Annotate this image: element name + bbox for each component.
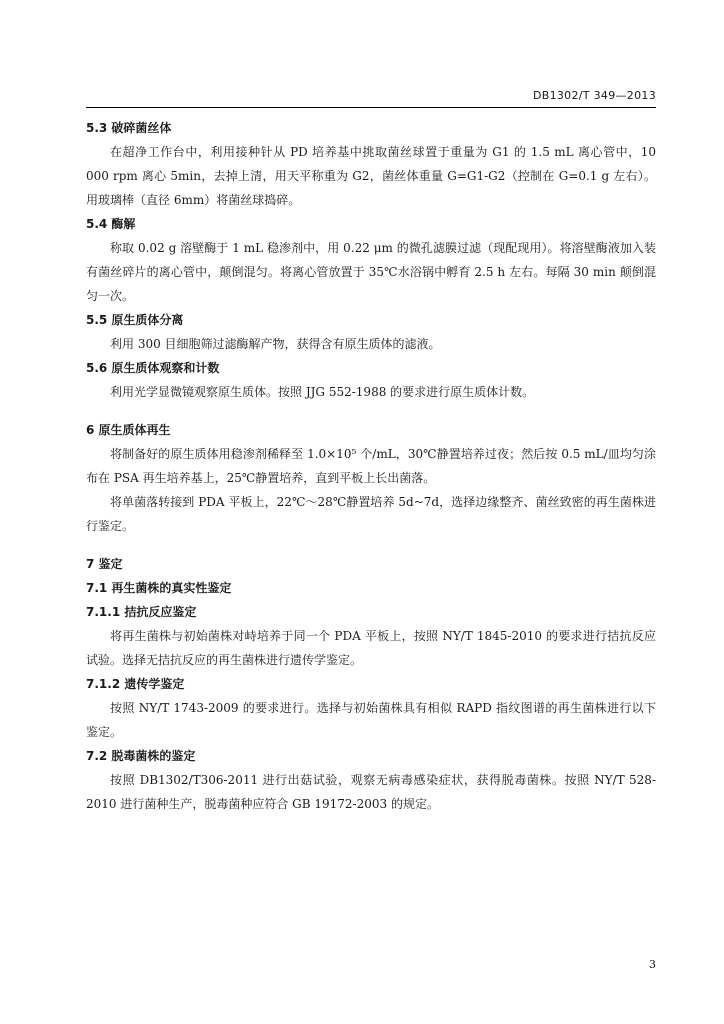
- section-heading: 5.3 破碎菌丝体: [86, 121, 172, 135]
- section-paragraph: 将制备好的原生质体用稳渗剂稀释至 1.0×10⁵ 个/mL，30℃静置培养过夜；然后按 0.5 mL/皿均匀涂布在 PSA 再生培养基上，25℃静置培养，直到平板上长出菌落。: [86, 447, 656, 485]
- section-paragraph: 在超净工作台中，利用接种针从 PD 培养基中挑取菌丝球置于重量为 G1 的 1.5 mL 离心管中，10 000 rpm 离心 5min，去掉上清，用天平称重为 G2，菌丝体重量 G=G1-G2（控制在 G=0.1 g 左右）。用玻璃棒（直径 6mm）将菌丝球捣碎。: [86, 145, 656, 207]
- document-body: [86, 116, 656, 816]
- section-heading: 5.5 原生质体分离: [86, 313, 184, 327]
- document-code: DB1302/T 349—2013: [532, 89, 656, 102]
- section-paragraph: 将单菌落转接到 PDA 平板上，22℃～28℃静置培养 5d~7d，选择边缘整齐、菌丝致密的再生菌株进行鉴定。: [86, 495, 656, 533]
- section-paragraph: 按照 DB1302/T306-2011 进行出菇试验，观察无病毒感染症状，获得脱毒菌株。按照 NY/T 528-2010 进行菌种生产，脱毒菌种应符合 GB 19172-2003 的规定。: [86, 773, 656, 811]
- section-paragraph: 利用 300 目细胞筛过滤酶解产物，获得含有原生质体的滤液。: [110, 337, 441, 351]
- section-heading: 5.4 酶解: [86, 217, 136, 231]
- section-heading: 7.1.1 拮抗反应鉴定: [86, 605, 197, 619]
- section-paragraph: 利用光学显微镜观察原生质体。按照 JJG 552-1988 的要求进行原生质体计数。: [110, 385, 535, 399]
- section-paragraph: 按照 NY/T 1743-2009 的要求进行。选择与初始菌株具有相似 RAPD 指纹图谱的再生菌株进行以下鉴定。: [86, 701, 656, 739]
- section-heading: 7.2 脱毒菌株的鉴定: [86, 749, 196, 763]
- section-paragraph: 将再生菌株与初始菌株对峙培养于同一个 PDA 平板上，按照 NY/T 1845-2010 的要求进行拮抗反应试验。选择无拮抗反应的再生菌株进行遗传学鉴定。: [86, 629, 656, 667]
- section-heading: 7 鉴定: [86, 557, 123, 571]
- section-paragraph: 称取 0.02 g 溶壁酶于 1 mL 稳渗剂中，用 0.22 μm 的微孔滤膜过滤（现配现用）。将溶壁酶液加入装有菌丝碎片的离心管中，颠倒混匀。将离心管放置于 35℃水浴锅中孵育 2.5 h 左右。每隔 30 min 颠倒混匀一次。: [86, 241, 656, 303]
- section-heading: 5.6 原生质体观察和计数: [86, 361, 220, 375]
- section-heading: 7.1 再生菌株的真实性鉴定: [86, 581, 232, 595]
- page-number: 3: [649, 958, 656, 971]
- header-rule: [86, 107, 656, 108]
- section-heading: 7.1.2 遗传学鉴定: [86, 677, 185, 691]
- section-heading: 6 原生质体再生: [86, 423, 171, 437]
